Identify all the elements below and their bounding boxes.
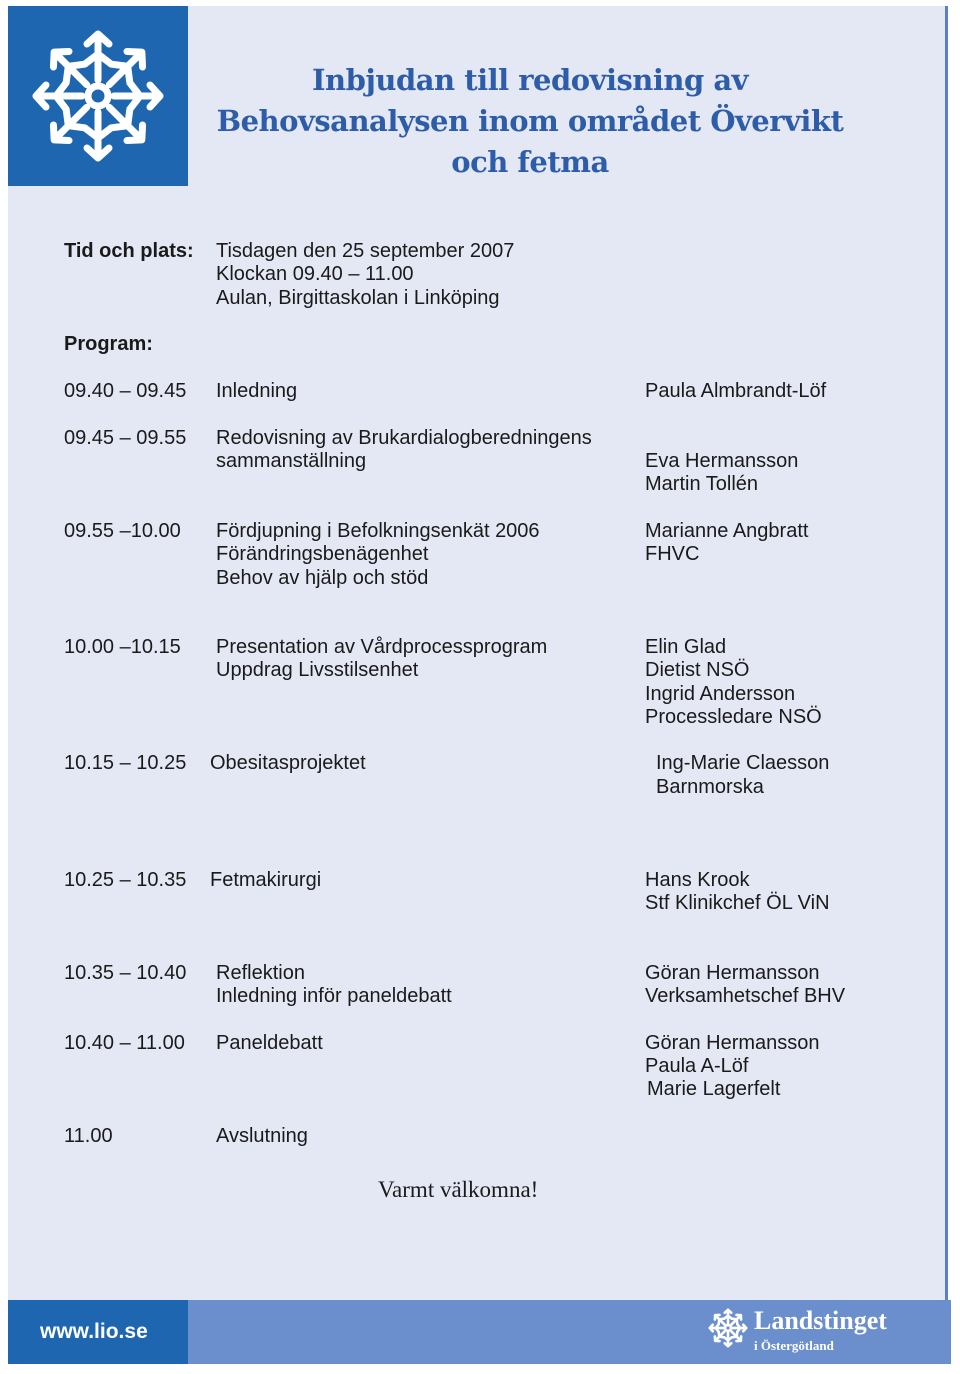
closing-greeting: Varmt välkomna! — [378, 1177, 539, 1202]
footer-url-link[interactable]: www.lio.se — [40, 1320, 148, 1343]
program-topic: sammanställning — [216, 450, 367, 472]
program-heading: Program: — [64, 333, 153, 355]
title-line: Inbjudan till redovisning av — [311, 63, 749, 97]
program-topic: Reflektion — [216, 962, 305, 984]
program-time: 10.00 –10.15 — [64, 636, 181, 658]
program-speaker: Martin Tollén — [645, 473, 759, 495]
program-speaker: Göran Hermansson — [645, 962, 820, 984]
program-topic: Inledning inför paneldebatt — [216, 985, 452, 1007]
program-time: 09.45 – 09.55 — [64, 427, 187, 449]
program-time: 10.15 – 10.25 — [64, 752, 187, 774]
org-name: Landstinget — [754, 1306, 887, 1335]
program-topic: Uppdrag Livsstilsenhet — [216, 659, 419, 681]
details-venue: Aulan, Birgittaskolan i Linköping — [216, 287, 500, 309]
program-speaker: Marianne Angbratt — [645, 520, 809, 542]
program-time: 11.00 — [64, 1125, 113, 1147]
program-topic: Inledning — [216, 380, 298, 402]
program-topic: Avslutning — [216, 1125, 308, 1147]
footer-url-panel — [8, 1300, 188, 1364]
program-speaker: Eva Hermansson — [645, 450, 799, 472]
program-speaker: Marie Lagerfelt — [647, 1078, 781, 1100]
program-speaker: Verksamhetschef BHV — [645, 985, 846, 1007]
program-speaker: Paula A-Löf — [645, 1055, 749, 1077]
program-speaker: Ing-Marie Claesson — [656, 752, 830, 774]
program-speaker: Processledare NSÖ — [645, 706, 822, 728]
program-time: 10.40 – 11.00 — [64, 1032, 185, 1054]
program-topic: Presentation av Vårdprocessprogram — [216, 636, 548, 658]
title-line: och fetma — [451, 145, 609, 179]
program-topic: Obesitasprojektet — [210, 752, 366, 774]
document-page — [8, 6, 948, 1364]
cornflower-icon — [23, 21, 173, 171]
logo — [8, 6, 188, 186]
program-topic: Paneldebatt — [216, 1032, 323, 1054]
program-speaker: FHVC — [645, 543, 700, 565]
program-speaker: Göran Hermansson — [645, 1032, 820, 1054]
program-time: 10.25 – 10.35 — [64, 869, 187, 891]
program-speaker: Barnmorska — [656, 776, 764, 798]
details-date: Tisdagen den 25 september 2007 — [216, 240, 515, 262]
org-region: i Östergötland — [754, 1338, 834, 1353]
program-speaker: Paula Almbrandt-Löf — [645, 380, 827, 402]
program-speaker: Elin Glad — [645, 636, 727, 658]
program-topic: Fetmakirurgi — [210, 869, 322, 891]
program-topic: Fördjupning i Befolkningsenkät 2006 — [216, 520, 540, 542]
program-speaker: Hans Krook — [645, 869, 750, 891]
program-topic: Behov av hjälp och stöd — [216, 567, 429, 589]
program-speaker: Dietist NSÖ — [645, 659, 750, 681]
details-label: Tid och plats: — [64, 240, 194, 262]
program-speaker: Ingrid Andersson — [645, 683, 796, 705]
program-time: 09.55 –10.00 — [64, 520, 181, 542]
program-time: 09.40 – 09.45 — [64, 380, 187, 402]
program-speaker: Stf Klinikchef ÖL ViN — [645, 892, 830, 914]
footer — [8, 1300, 951, 1364]
program-topic: Förändringsbenägenhet — [216, 543, 429, 565]
org-logo — [706, 1306, 916, 1358]
title-line: Behovsanalysen inom området Övervikt — [216, 104, 844, 138]
details-time: Klockan 09.40 – 11.00 — [216, 263, 414, 285]
cornflower-icon — [706, 1306, 750, 1350]
program-topic: Redovisning av Brukardialogberedningens — [216, 427, 592, 449]
page-title — [190, 60, 870, 183]
program-time: 10.35 – 10.40 — [64, 962, 187, 984]
